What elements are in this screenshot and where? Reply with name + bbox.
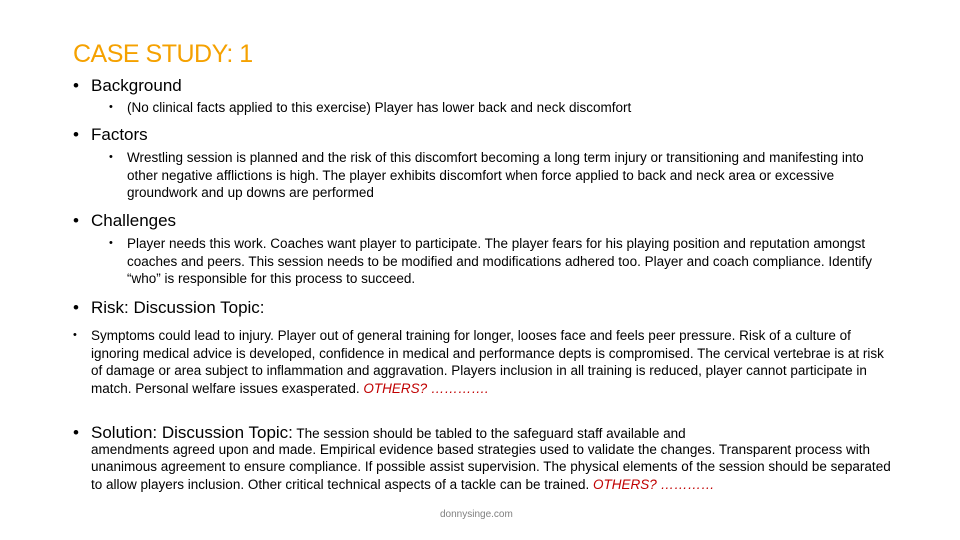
risk-detail: Symptoms could lead to injury. Player out of general training for longer, looses face and feels peer pressure. Risk of a culture of ignoring medical advice is developed, confidence in medical and performance depts is compromised. The cervical vertebrae is at risk of damage or area subject to inflammation and aggravation. Players inclusion in all training is reduced, player cannot participate in match. Personal welfare issues exasperated. bbox=[91, 328, 884, 396]
background-heading: Background bbox=[91, 76, 182, 95]
background-detail-item bbox=[109, 99, 809, 117]
bullet-dot: • bbox=[109, 101, 113, 113]
bullet-factors bbox=[73, 125, 148, 145]
challenges-detail-item bbox=[109, 235, 885, 288]
bullet-dot: • bbox=[109, 237, 113, 249]
bullet-dot: • bbox=[73, 125, 79, 144]
background-detail: (No clinical facts applied to this exercise) Player has lower back and neck discomfort bbox=[127, 100, 632, 115]
bullet-dot: • bbox=[73, 423, 79, 442]
solution-lead: The session should be tabled to the safeguard staff available and bbox=[296, 426, 686, 441]
slide-title: CASE STUDY: 1 bbox=[73, 40, 253, 68]
bullet-solution bbox=[73, 424, 893, 493]
challenges-detail: Player needs this work. Coaches want player to participate. The player fears for his playing position and reputation amongst coaches and peers. This session needs to be modified and modifications adhered too. Player and coach compliance. Identify “who” is responsible for this process to succeed. bbox=[127, 236, 872, 286]
bullet-background bbox=[73, 76, 182, 96]
solution-heading: Solution: Discussion Topic: bbox=[91, 423, 293, 442]
bullet-dot: • bbox=[73, 298, 79, 317]
factors-heading: Factors bbox=[91, 125, 148, 144]
risk-detail-item bbox=[73, 327, 893, 397]
bullet-risk bbox=[73, 298, 265, 318]
bullet-dot: • bbox=[109, 151, 113, 163]
solution-others: OTHERS? ………… bbox=[593, 476, 715, 492]
factors-detail: Wrestling session is planned and the risk of this discomfort becoming a long term injury or transitioning and manifesting into other negative afflictions is high. The player exhibits discomfort when force applied to back and neck area or excessive groundwork and up downs are performed bbox=[127, 150, 864, 200]
bullet-dot: • bbox=[73, 211, 79, 230]
bullet-dot: • bbox=[73, 76, 79, 95]
solution-detail: amendments agreed upon and made. Empirical evidence based strategies used to validate the changes. Transparent process with unanimous agreement to ensure compliance. If possible assist supervision. The physical elements of the session should be separated to allow players inclusion. Other critical technical aspects of a tackle can be trained. bbox=[91, 441, 891, 492]
risk-others: OTHERS? …………. bbox=[363, 380, 489, 396]
factors-detail-item bbox=[109, 149, 885, 202]
bullet-dot: • bbox=[73, 329, 77, 341]
challenges-heading: Challenges bbox=[91, 211, 177, 230]
footer-source: donnysinge.com bbox=[440, 509, 513, 520]
bullet-challenges bbox=[73, 211, 176, 231]
risk-heading: Risk: Discussion Topic: bbox=[91, 298, 265, 317]
